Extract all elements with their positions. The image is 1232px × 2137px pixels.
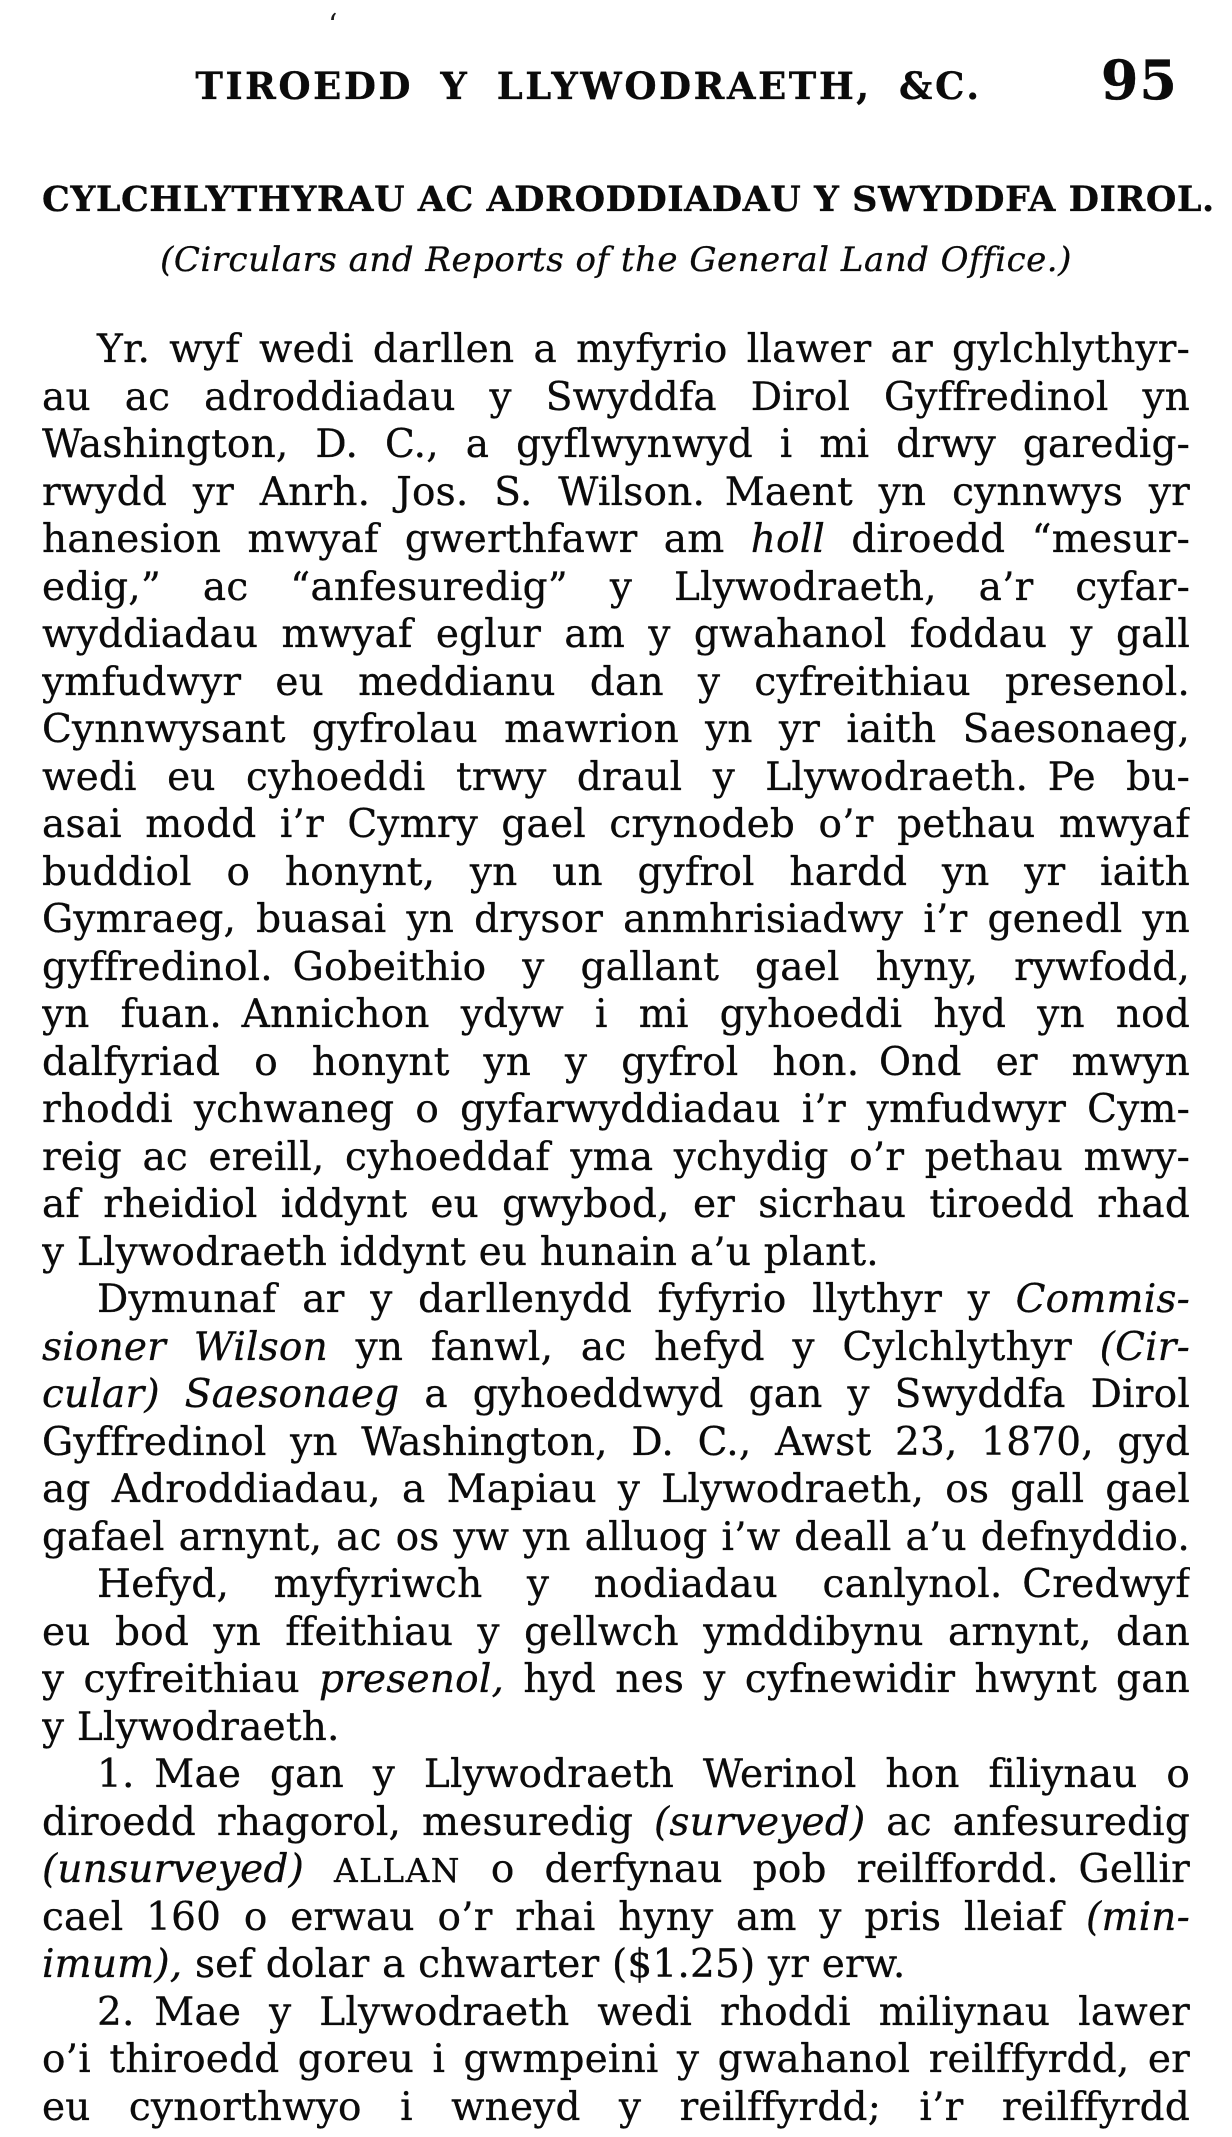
italic-text: Commis- xyxy=(1015,1277,1190,1322)
text-line xyxy=(42,1039,1190,1087)
text-segment: o’i thiroedd goreu i gwmpeini y gwahanol reilffyrdd, er xyxy=(42,2037,1190,2082)
text-segment: wyddiadau mwyaf eglur am y gwahanol foddau y gall xyxy=(42,612,1190,657)
text-segment: diroedd rhagorol, mesuredig xyxy=(42,1799,654,1845)
text-line xyxy=(42,991,1190,1039)
text-segment: cael 160 o erwau o’r rhai hyny am y pris lleiaf xyxy=(42,1894,1087,1940)
text-line xyxy=(42,1181,1190,1229)
body-text xyxy=(42,326,1190,2131)
text-segment: gafael arnynt, ac os yw yn alluog i’w deall a’u defnyddio. xyxy=(42,1514,1190,1560)
text-segment xyxy=(160,1372,185,1417)
text-segment: a gyhoeddwyd gan y Swyddfa Dirol xyxy=(399,1372,1190,1417)
text-segment: rwydd yr Anrh. Jos. S. Wilson. Maent yn cynnwys yr xyxy=(42,469,1190,515)
text-segment: wedi eu cyhoeddi trwy draul y Llywodraeth. Pe bu- xyxy=(42,754,1190,800)
text-segment: ac anfesuredig xyxy=(865,1799,1190,1845)
italic-text: Saesonaeg xyxy=(184,1372,400,1417)
text-line xyxy=(42,1561,1190,1609)
text-segment: yn fuan. Annichon ydyw i mi gyhoeddi hyd yn nod xyxy=(42,992,1190,1037)
text-segment: y Llywodraeth iddynt eu hunain a’u plant. xyxy=(42,1229,879,1275)
text-segment: y cyfreithiau xyxy=(42,1657,320,1702)
text-line xyxy=(42,1704,1190,1752)
italic-text: (min- xyxy=(1086,1894,1190,1940)
text-segment: hyd nes y cyfnewidir hwynt gan xyxy=(504,1657,1190,1702)
text-line xyxy=(42,1941,1190,1989)
page-number: 95 xyxy=(1100,48,1178,112)
text-segment: rhoddi ychwaneg o gyfarwyddiadau i’r ymfudwyr Cym- xyxy=(42,1087,1190,1132)
smallcaps-text: ALLAN xyxy=(333,1852,461,1890)
text-line xyxy=(42,611,1190,659)
text-line xyxy=(42,1466,1190,1514)
text-segment: Washington, D. C., a gyflwynwyd i mi drwy garedig- xyxy=(42,422,1190,467)
text-line xyxy=(42,1276,1190,1324)
text-segment: diroedd “mesur- xyxy=(825,517,1190,562)
text-segment: au ac adroddiadau y Swyddfa Dirol Gyffredinol yn xyxy=(42,374,1190,420)
text-segment: Yr. wyf wedi darllen a myfyrio llawer ar gylchlythyr- xyxy=(97,327,1190,372)
text-segment: edig,” ac “anfesuredig” y Llywodraeth, a’r cyfar- xyxy=(42,564,1190,610)
text-line xyxy=(42,1799,1190,1847)
italic-text: sioner Wilson xyxy=(42,1324,328,1370)
running-head-row xyxy=(42,48,1190,112)
text-segment: reig ac ereill, cyhoeddaf yma ychydig o’r pethau mwy- xyxy=(42,1134,1190,1180)
italic-text: presenol, xyxy=(319,1657,505,1702)
text-line xyxy=(42,1134,1190,1182)
text-segment: ymfudwyr eu meddianu dan y cyfreithiau presenol. xyxy=(42,659,1190,705)
section-subheading: (Circulars and Reports of the General Land Office.) xyxy=(160,240,1072,280)
text-segment: 1. Mae gan y Llywodraeth Werinol hon filiynau o xyxy=(97,1752,1190,1797)
italic-text: (unsurveyed) xyxy=(42,1847,305,1892)
running-head-title: TIROEDD Y LLYWODRAETH, &C. xyxy=(195,64,982,108)
text-line xyxy=(42,1609,1190,1657)
text-line xyxy=(42,896,1190,944)
text-segment: eu bod yn ffeithiau y gellwch ymddibynu arnynt, dan xyxy=(42,1609,1190,1655)
text-line xyxy=(42,516,1190,564)
text-line xyxy=(42,659,1190,707)
text-segment: sef dolar a chwarter ($1.25) yr erw. xyxy=(182,1942,906,1987)
text-segment: hanesion mwyaf gwerthfawr am xyxy=(42,517,751,562)
text-line xyxy=(42,564,1190,612)
text-line xyxy=(42,1324,1190,1372)
text-line xyxy=(42,1751,1190,1799)
text-segment: gyffredinol. Gobeithio y gallant gael hyny, rywfodd, xyxy=(42,944,1190,990)
text-segment: dalfyriad o honynt yn y gyfrol hon. Ond er mwyn xyxy=(42,1039,1190,1085)
text-segment: Dymunaf ar y darllenydd fyfyrio llythyr y xyxy=(97,1277,1016,1322)
text-segment xyxy=(304,1847,334,1892)
text-line xyxy=(42,1656,1190,1704)
text-line xyxy=(42,1989,1190,2037)
text-line xyxy=(42,706,1190,754)
text-segment: yn fanwl, ac hefyd y Cylchlythyr xyxy=(327,1324,1100,1370)
text-line xyxy=(42,1846,1190,1894)
text-segment: asai modd i’r Cymry gael crynodeb o’r pethau mwyaf xyxy=(42,802,1190,847)
italic-text: (Cir- xyxy=(1099,1324,1190,1370)
text-line xyxy=(42,1514,1190,1562)
section-heading: CYLCHLYTHYRAU AC ADRODDIADAU Y SWYDDFA DIROL. xyxy=(42,179,1215,220)
text-line xyxy=(42,326,1190,374)
text-line xyxy=(42,801,1190,849)
text-line xyxy=(42,1419,1190,1467)
text-segment: af rheidiol iddynt eu gwybod, er sicrhau tiroedd rhad xyxy=(42,1182,1190,1227)
text-line xyxy=(42,1371,1190,1419)
text-segment: ag Adroddiadau, a Mapiau y Llywodraeth, os gall gael xyxy=(42,1467,1190,1512)
text-line xyxy=(42,754,1190,802)
text-segment: Gyffredinol yn Washington, D. C., Awst 23, 1870, gyd xyxy=(42,1419,1190,1465)
text-segment: Cynnwysant gyfrolau mawrion yn yr iaith Saesonaeg, xyxy=(42,707,1190,752)
text-line xyxy=(42,1086,1190,1134)
text-line xyxy=(42,2084,1190,2132)
text-segment: buddiol o honynt, yn un gyfrol hardd yn yr iaith xyxy=(42,849,1190,895)
text-line xyxy=(42,374,1190,422)
text-line xyxy=(42,849,1190,897)
italic-text: imum), xyxy=(42,1942,183,1987)
text-line xyxy=(42,421,1190,469)
text-segment: Hefyd, myfyriwch y nodiadau canlynol. Credwyf xyxy=(97,1562,1190,1607)
text-segment: Gymraeg, buasai yn drysor anmhrisiadwy i’r genedl yn xyxy=(42,897,1190,942)
text-line xyxy=(42,944,1190,992)
text-line xyxy=(42,1229,1190,1277)
text-segment: eu cynorthwyo i wneyd y reilffyrdd; i’r reilffyrdd xyxy=(42,2084,1190,2130)
ink-artifact: ‘ xyxy=(328,8,338,43)
text-segment: y Llywodraeth. xyxy=(42,1704,340,1750)
italic-text: (surveyed) xyxy=(654,1799,866,1845)
italic-text: holl xyxy=(750,517,826,562)
text-line xyxy=(42,2036,1190,2084)
text-segment: o derfynau pob reilffordd. Gellir xyxy=(460,1847,1190,1892)
text-line xyxy=(42,1894,1190,1942)
text-segment: 2. Mae y Llywodraeth wedi rhoddi miliynau lawer xyxy=(97,1989,1190,2035)
italic-text: cular) xyxy=(42,1372,160,1417)
text-line xyxy=(42,469,1190,517)
